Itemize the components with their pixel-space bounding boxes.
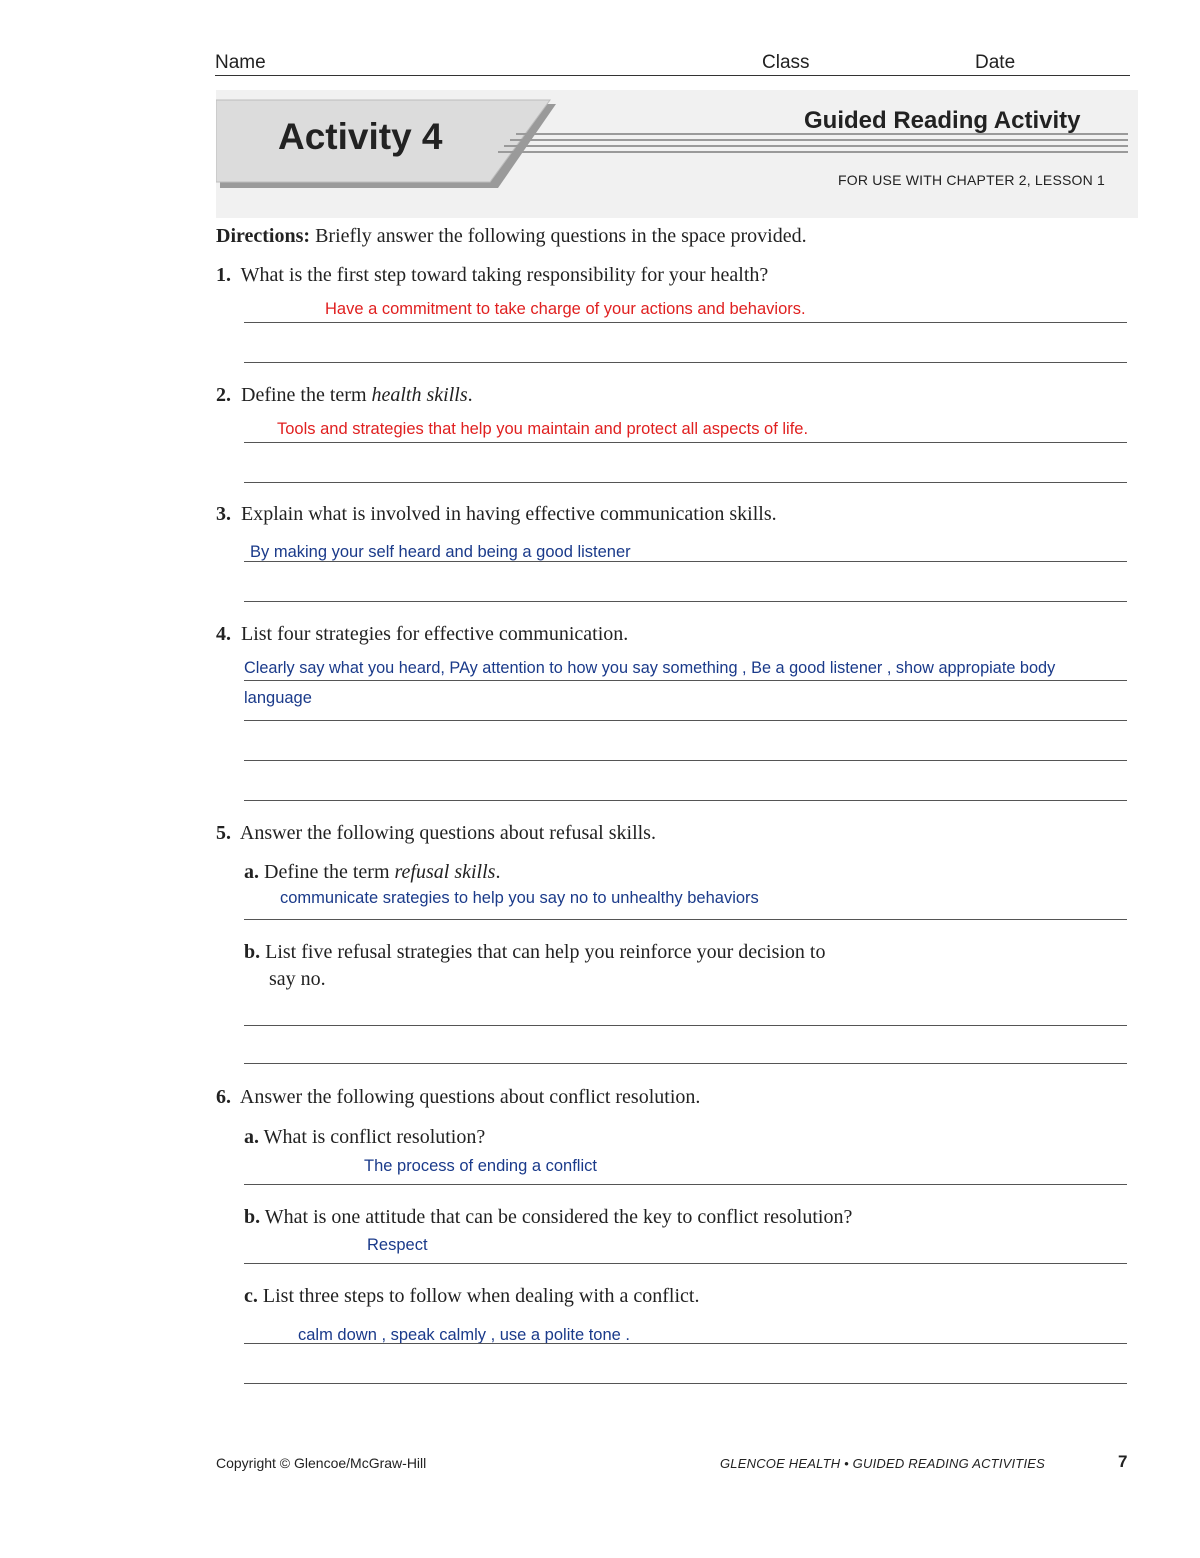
- activity-title: Activity 4: [278, 116, 443, 157]
- answer-6b[interactable]: Respect: [367, 1236, 428, 1254]
- copyright-notice: Copyright © Glencoe/McGraw-Hill: [216, 1455, 427, 1471]
- question-3: [216, 503, 777, 526]
- answer-line[interactable]: [244, 362, 1127, 363]
- answer-line[interactable]: [244, 1184, 1127, 1185]
- subquestion-label: c.: [244, 1285, 258, 1307]
- answer-5a[interactable]: communicate srategies to help you say no to unhealthy behaviors: [280, 889, 759, 907]
- chapter-lesson-label: FOR USE WITH CHAPTER 2, LESSON 1: [838, 172, 1105, 188]
- subquestion-term: refusal skills: [394, 861, 496, 883]
- subquestion-text: Define the term: [264, 861, 395, 883]
- subquestion-label: b.: [244, 941, 261, 963]
- question-5b: [244, 941, 826, 964]
- answer-line[interactable]: [244, 919, 1127, 920]
- answer-6c[interactable]: calm down , speak calmly , use a polite tone .: [298, 1326, 630, 1344]
- answer-4-line-1[interactable]: Clearly say what you heard, PAy attention to how you say something , Be a good listener , show appropiate body: [244, 659, 1056, 677]
- class-label: Class: [762, 52, 810, 73]
- answer-line[interactable]: [244, 322, 1127, 323]
- answer-4-line-2[interactable]: language: [244, 689, 312, 707]
- directions-label: Directions:: [216, 225, 311, 247]
- guided-reading-title: Guided Reading Activity: [804, 107, 1081, 134]
- subquestion-text-end: .: [495, 861, 501, 883]
- date-label: Date: [975, 52, 1016, 73]
- question-number: 3.: [216, 503, 231, 525]
- question-6: [216, 1086, 700, 1109]
- question-2: [216, 384, 473, 407]
- question-1: [216, 264, 768, 287]
- question-5b-line-2: say no.: [269, 968, 326, 990]
- answer-line[interactable]: [244, 760, 1127, 761]
- answer-line[interactable]: [244, 1263, 1127, 1264]
- directions-text: Briefly answer the following questions in the space provided.: [315, 225, 807, 247]
- question-5: [216, 822, 656, 845]
- question-number: 1.: [216, 264, 231, 286]
- name-label: Name: [215, 52, 266, 73]
- answer-line[interactable]: [244, 442, 1127, 443]
- question-text-end: .: [467, 384, 473, 406]
- question-term: health skills: [371, 384, 468, 406]
- question-6c: [244, 1285, 699, 1308]
- subquestion-text: What is conflict resolution?: [263, 1126, 486, 1148]
- subquestion-label: b.: [244, 1206, 261, 1228]
- answer-3[interactable]: By making your self heard and being a good listener: [250, 543, 631, 561]
- question-5a: [244, 861, 500, 884]
- subquestion-label: a.: [244, 861, 259, 883]
- subquestion-label: a.: [244, 1126, 259, 1148]
- question-number: 6.: [216, 1086, 231, 1108]
- question-4: [216, 623, 628, 646]
- subquestion-text: List five refusal strategies that can help you reinforce your decision to: [265, 941, 826, 963]
- question-number: 5.: [216, 822, 231, 844]
- answer-line[interactable]: [244, 1025, 1127, 1026]
- answer-line[interactable]: [244, 1383, 1127, 1384]
- question-number: 2.: [216, 384, 231, 406]
- question-6b: [244, 1206, 852, 1229]
- question-6a: [244, 1126, 485, 1149]
- answer-line[interactable]: [244, 561, 1127, 562]
- page-number: 7: [1118, 1452, 1128, 1471]
- answer-6a[interactable]: The process of ending a conflict: [364, 1157, 597, 1175]
- answer-1[interactable]: Have a commitment to take charge of your actions and behaviors.: [325, 300, 806, 318]
- subquestion-text: List three steps to follow when dealing with a conflict.: [262, 1285, 700, 1307]
- answer-line[interactable]: [244, 482, 1127, 483]
- answer-2[interactable]: Tools and strategies that help you maintain and protect all aspects of life.: [277, 420, 809, 438]
- directions: [216, 225, 807, 248]
- answer-line[interactable]: [244, 601, 1127, 602]
- question-number: 4.: [216, 623, 231, 645]
- answer-line[interactable]: [244, 800, 1127, 801]
- question-text: Answer the following questions about conflict resolution.: [239, 1086, 701, 1108]
- answer-line[interactable]: [244, 720, 1127, 721]
- question-text: Explain what is involved in having effective communication skills.: [241, 503, 777, 525]
- question-text: What is the first step toward taking responsibility for your health?: [240, 264, 769, 286]
- subquestion-text: What is one attitude that can be considered the key to conflict resolution?: [264, 1206, 853, 1228]
- question-text: Define the term: [241, 384, 372, 406]
- question-text: Answer the following questions about refusal skills.: [239, 822, 656, 844]
- series-title: GLENCOE HEALTH • GUIDED READING ACTIVITIES: [720, 1456, 1046, 1471]
- question-text: List four strategies for effective communication.: [241, 623, 629, 645]
- answer-line[interactable]: [244, 1063, 1127, 1064]
- name-line[interactable]: [215, 75, 1130, 76]
- answer-line[interactable]: [244, 680, 1127, 681]
- answer-line[interactable]: [244, 1343, 1127, 1344]
